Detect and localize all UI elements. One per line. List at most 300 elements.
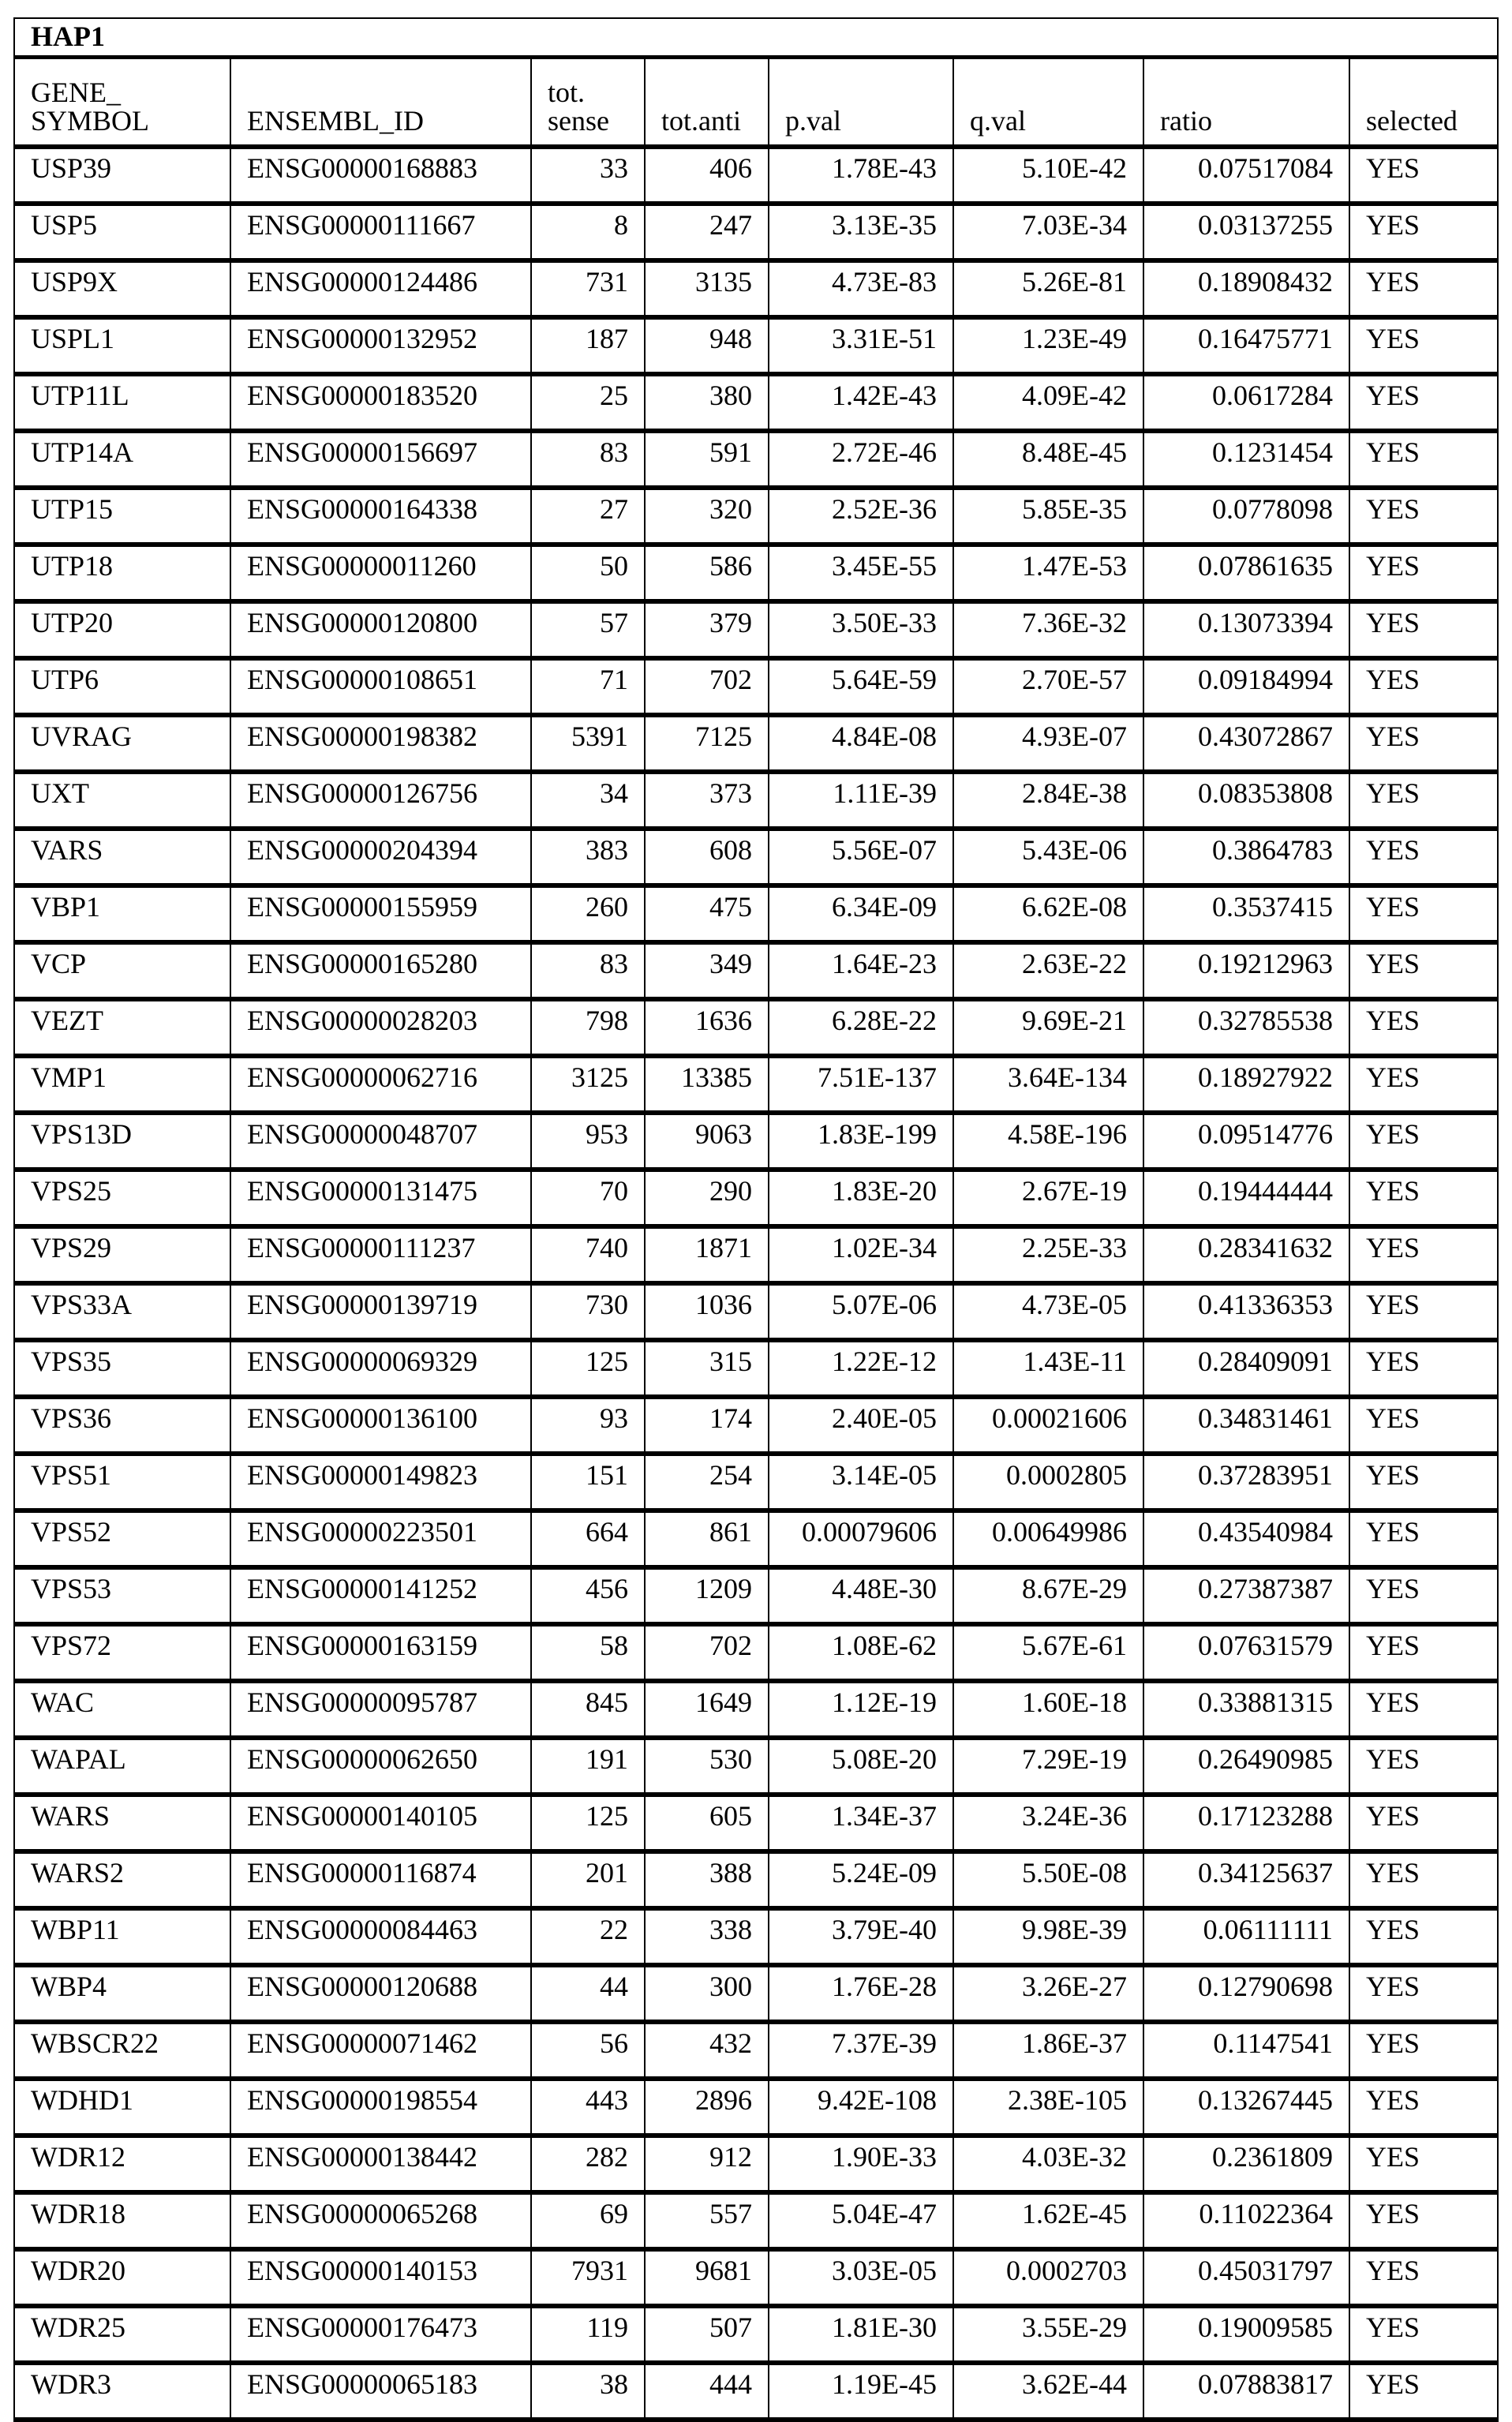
cell-p-val: 1.22E-12 [769,1340,953,1397]
cell-ensembl-id: ENSG00000141252 [230,1567,531,1624]
cell-q-val: 5.26E-81 [953,260,1143,317]
cell-gene-symbol: VPS53 [14,1567,230,1624]
cell-tot-sense: 33 [531,147,645,204]
cell-selected: YES [1349,1567,1498,1624]
cell-tot-sense: 5391 [531,715,645,772]
cell-q-val: 5.43E-06 [953,829,1143,885]
cell-gene-symbol: VBP1 [14,885,230,942]
cell-p-val: 5.08E-20 [769,1738,953,1795]
table-row [14,885,1498,942]
cell-gene-symbol: USP9X [14,260,230,317]
cell-q-val: 9.69E-21 [953,999,1143,1056]
cell-p-val: 7.37E-39 [769,2022,953,2079]
cell-tot-sense: 22 [531,1908,645,1965]
cell-tot-sense: 443 [531,2079,645,2136]
cell-selected: YES [1349,317,1498,374]
cell-gene-symbol: WARS [14,1795,230,1851]
cell-ratio: 0.26490985 [1143,1738,1349,1795]
cell-p-val: 1.81E-30 [769,2306,953,2363]
cell-p-val: 9.42E-108 [769,2079,953,2136]
cell-ratio: 0.28409091 [1143,1340,1349,1397]
cell-gene-symbol: WDR12 [14,2136,230,2192]
table-row [14,999,1498,1056]
cell-tot-anti: 861 [645,1510,769,1567]
cell-q-val: 3.26E-27 [953,1965,1143,2022]
cell-ratio: 0.08353808 [1143,772,1349,829]
cell-gene-symbol: VPS35 [14,1340,230,1397]
cell-ensembl-id: ENSG00000155959 [230,885,531,942]
cell-ratio: 0.45031797 [1143,2249,1349,2306]
cell-selected: YES [1349,1965,1498,2022]
cell-tot-anti: 1636 [645,999,769,1056]
table-row [14,2079,1498,2136]
cell-p-val: 1.90E-33 [769,2136,953,2192]
header-q-val: q.val [953,58,1143,148]
cell-tot-anti: 507 [645,2306,769,2363]
cell-ensembl-id: ENSG00000111667 [230,204,531,260]
cell-gene-symbol: VPS51 [14,1454,230,1510]
cell-selected: YES [1349,2306,1498,2363]
cell-tot-anti: 3135 [645,260,769,317]
cell-tot-anti: 315 [645,1340,769,1397]
header-gene-symbol: GENE_ SYMBOL [14,58,230,148]
cell-ensembl-id: ENSG00000048707 [230,1113,531,1170]
cell-tot-sense: 50 [531,545,645,601]
cell-gene-symbol: USPL1 [14,317,230,374]
cell-tot-sense: 187 [531,317,645,374]
cell-p-val: 1.11E-39 [769,772,953,829]
cell-tot-anti: 591 [645,431,769,488]
cell-p-val: 2.72E-46 [769,431,953,488]
cell-tot-anti: 1209 [645,1567,769,1624]
cell-ratio: 0.07631579 [1143,1624,1349,1681]
cell-tot-anti: 444 [645,2363,769,2420]
cell-tot-anti: 475 [645,885,769,942]
cell-gene-symbol: WDR25 [14,2306,230,2363]
cell-ensembl-id: ENSG00000140105 [230,1795,531,1851]
cell-q-val: 2.84E-38 [953,772,1143,829]
cell-selected: YES [1349,488,1498,545]
table-row [14,1170,1498,1226]
cell-ensembl-id: ENSG00000126756 [230,772,531,829]
cell-selected: YES [1349,715,1498,772]
cell-gene-symbol: VPS52 [14,1510,230,1567]
cell-p-val: 3.50E-33 [769,601,953,658]
cell-ensembl-id: ENSG00000108651 [230,658,531,715]
cell-tot-sense: 282 [531,2136,645,2192]
cell-gene-symbol: WBP11 [14,1908,230,1965]
cell-p-val: 2.52E-36 [769,488,953,545]
cell-tot-anti: 7125 [645,715,769,772]
cell-tot-sense: 740 [531,1226,645,1283]
cell-selected: YES [1349,658,1498,715]
table-title-row [14,18,1498,58]
cell-ensembl-id: ENSG00000062650 [230,1738,531,1795]
header-ensembl-id: ENSEMBL_ID [230,58,531,148]
cell-gene-symbol: WBSCR22 [14,2022,230,2079]
table-row [14,488,1498,545]
cell-ratio: 0.11022364 [1143,2192,1349,2249]
cell-q-val: 3.55E-29 [953,2306,1143,2363]
table-row [14,942,1498,999]
cell-q-val: 8.67E-29 [953,1567,1143,1624]
table-row [14,829,1498,885]
cell-ensembl-id: ENSG00000069329 [230,1340,531,1397]
cell-selected: YES [1349,147,1498,204]
cell-ratio: 0.33881315 [1143,1681,1349,1738]
cell-p-val: 1.64E-23 [769,942,953,999]
cell-ensembl-id: ENSG00000095787 [230,1681,531,1738]
cell-ensembl-id: ENSG00000132952 [230,317,531,374]
cell-tot-anti: 373 [645,772,769,829]
cell-tot-sense: 25 [531,374,645,431]
cell-tot-anti: 13385 [645,1056,769,1113]
cell-ensembl-id: ENSG00000163159 [230,1624,531,1681]
cell-ratio: 0.3864783 [1143,829,1349,885]
cell-ratio: 0.0617284 [1143,374,1349,431]
cell-tot-anti: 702 [645,658,769,715]
cell-selected: YES [1349,1340,1498,1397]
cell-gene-symbol: WAC [14,1681,230,1738]
cell-selected: YES [1349,545,1498,601]
cell-tot-sense: 798 [531,999,645,1056]
cell-q-val: 7.36E-32 [953,601,1143,658]
table-row [14,1283,1498,1340]
table-row [14,1056,1498,1113]
cell-gene-symbol: VMP1 [14,1056,230,1113]
cell-p-val: 4.48E-30 [769,1567,953,1624]
cell-gene-symbol: VPS25 [14,1170,230,1226]
cell-q-val: 2.70E-57 [953,658,1143,715]
table-row [14,1454,1498,1510]
cell-gene-symbol: UTP15 [14,488,230,545]
cell-selected: YES [1349,2363,1498,2420]
cell-selected: YES [1349,374,1498,431]
cell-ensembl-id: ENSG00000168883 [230,147,531,204]
cell-gene-symbol: WAPAL [14,1738,230,1795]
table-row [14,431,1498,488]
cell-ratio: 0.43540984 [1143,1510,1349,1567]
cell-tot-sense: 7931 [531,2249,645,2306]
table-row [14,2136,1498,2192]
cell-tot-sense: 151 [531,1454,645,1510]
table-title: HAP1 [14,18,1498,58]
cell-ensembl-id: ENSG00000111237 [230,1226,531,1283]
header-tot-sense: tot. sense [531,58,645,148]
cell-p-val: 5.24E-09 [769,1851,953,1908]
cell-p-val: 3.31E-51 [769,317,953,374]
cell-ratio: 0.07883817 [1143,2363,1349,2420]
cell-selected: YES [1349,999,1498,1056]
cell-gene-symbol: UTP14A [14,431,230,488]
cell-p-val: 1.34E-37 [769,1795,953,1851]
cell-tot-anti: 702 [645,1624,769,1681]
cell-q-val: 1.43E-11 [953,1340,1143,1397]
cell-tot-anti: 406 [645,147,769,204]
table-row [14,1624,1498,1681]
cell-q-val: 0.0002805 [953,1454,1143,1510]
cell-gene-symbol: UXT [14,772,230,829]
table-row [14,1226,1498,1283]
cell-selected: YES [1349,1510,1498,1567]
cell-tot-sense: 38 [531,2363,645,2420]
table-row [14,1397,1498,1454]
table-row [14,2363,1498,2420]
cell-tot-anti: 290 [645,1170,769,1226]
cell-tot-sense: 730 [531,1283,645,1340]
table-row [14,772,1498,829]
cell-q-val: 2.67E-19 [953,1170,1143,1226]
cell-p-val: 4.73E-83 [769,260,953,317]
cell-ratio: 0.2361809 [1143,2136,1349,2192]
cell-ratio: 0.28341632 [1143,1226,1349,1283]
cell-tot-sense: 125 [531,1795,645,1851]
cell-ratio: 0.16475771 [1143,317,1349,374]
cell-tot-anti: 948 [645,317,769,374]
cell-p-val: 6.34E-09 [769,885,953,942]
cell-ratio: 0.07517084 [1143,147,1349,204]
cell-tot-anti: 605 [645,1795,769,1851]
cell-selected: YES [1349,1624,1498,1681]
table-row [14,1340,1498,1397]
cell-gene-symbol: VEZT [14,999,230,1056]
cell-q-val: 5.85E-35 [953,488,1143,545]
cell-tot-anti: 388 [645,1851,769,1908]
cell-p-val: 1.08E-62 [769,1624,953,1681]
cell-selected: YES [1349,1397,1498,1454]
cell-ratio: 0.19444444 [1143,1170,1349,1226]
cell-selected: YES [1349,1113,1498,1170]
cell-tot-anti: 1036 [645,1283,769,1340]
cell-tot-sense: 260 [531,885,645,942]
header-selected: selected [1349,58,1498,148]
cell-ensembl-id: ENSG00000223501 [230,1510,531,1567]
cell-ratio: 0.07861635 [1143,545,1349,601]
cell-selected: YES [1349,1681,1498,1738]
cell-q-val: 3.64E-134 [953,1056,1143,1113]
cell-gene-symbol: WDHD1 [14,2079,230,2136]
cell-p-val: 1.78E-43 [769,147,953,204]
cell-tot-anti: 338 [645,1908,769,1965]
cell-selected: YES [1349,204,1498,260]
cell-tot-anti: 380 [645,374,769,431]
table-row [14,1567,1498,1624]
cell-ratio: 0.19212963 [1143,942,1349,999]
cell-ratio: 0.18927922 [1143,1056,1349,1113]
cell-p-val: 5.07E-06 [769,1283,953,1340]
cell-q-val: 4.93E-07 [953,715,1143,772]
cell-gene-symbol: VPS72 [14,1624,230,1681]
cell-gene-symbol: UTP11L [14,374,230,431]
cell-selected: YES [1349,1226,1498,1283]
cell-q-val: 9.98E-39 [953,1908,1143,1965]
cell-tot-sense: 191 [531,1738,645,1795]
cell-ensembl-id: ENSG00000165280 [230,942,531,999]
cell-tot-anti: 9681 [645,2249,769,2306]
cell-p-val: 1.19E-45 [769,2363,953,2420]
table-row [14,2249,1498,2306]
table-row [14,1510,1498,1567]
cell-ensembl-id: ENSG00000176473 [230,2306,531,2363]
cell-q-val: 8.48E-45 [953,431,1143,488]
table-row [14,715,1498,772]
cell-ensembl-id: ENSG00000065268 [230,2192,531,2249]
cell-p-val: 1.42E-43 [769,374,953,431]
cell-gene-symbol: USP39 [14,147,230,204]
cell-tot-sense: 83 [531,942,645,999]
table-row [14,204,1498,260]
cell-q-val: 3.62E-44 [953,2363,1143,2420]
cell-tot-anti: 300 [645,1965,769,2022]
cell-p-val: 1.12E-19 [769,1681,953,1738]
cell-p-val: 1.83E-199 [769,1113,953,1170]
table-row [14,1113,1498,1170]
cell-selected: YES [1349,1851,1498,1908]
cell-tot-anti: 247 [645,204,769,260]
cell-tot-sense: 201 [531,1851,645,1908]
cell-tot-sense: 664 [531,1510,645,1567]
cell-q-val: 4.58E-196 [953,1113,1143,1170]
cell-tot-anti: 174 [645,1397,769,1454]
cell-tot-sense: 57 [531,601,645,658]
cell-ensembl-id: ENSG00000138442 [230,2136,531,2192]
cell-p-val: 5.04E-47 [769,2192,953,2249]
table-row [14,1681,1498,1738]
cell-tot-anti: 2896 [645,2079,769,2136]
table-row [14,1851,1498,1908]
cell-ratio: 0.0778098 [1143,488,1349,545]
cell-selected: YES [1349,1056,1498,1113]
cell-ratio: 0.09514776 [1143,1113,1349,1170]
cell-ratio: 0.13267445 [1143,2079,1349,2136]
cell-gene-symbol: UVRAG [14,715,230,772]
cell-gene-symbol: UTP6 [14,658,230,715]
cell-q-val: 5.67E-61 [953,1624,1143,1681]
cell-q-val: 4.73E-05 [953,1283,1143,1340]
cell-p-val: 1.76E-28 [769,1965,953,2022]
cell-p-val: 3.14E-05 [769,1454,953,1510]
cell-ensembl-id: ENSG00000149823 [230,1454,531,1510]
cell-tot-sense: 953 [531,1113,645,1170]
cell-q-val: 1.86E-37 [953,2022,1143,2079]
cell-q-val: 2.38E-105 [953,2079,1143,2136]
table-row [14,658,1498,715]
cell-ratio: 0.1147541 [1143,2022,1349,2079]
cell-ratio: 0.18908432 [1143,260,1349,317]
cell-selected: YES [1349,2079,1498,2136]
cell-ratio: 0.43072867 [1143,715,1349,772]
cell-selected: YES [1349,1170,1498,1226]
cell-ensembl-id: ENSG00000198382 [230,715,531,772]
cell-q-val: 4.03E-32 [953,2136,1143,2192]
cell-ensembl-id: ENSG00000183520 [230,374,531,431]
cell-p-val: 3.45E-55 [769,545,953,601]
cell-gene-symbol: WDR20 [14,2249,230,2306]
cell-tot-sense: 34 [531,772,645,829]
cell-q-val: 2.25E-33 [953,1226,1143,1283]
cell-q-val: 1.23E-49 [953,317,1143,374]
cell-q-val: 0.0002703 [953,2249,1143,2306]
header-tot-anti: tot.anti [645,58,769,148]
cell-q-val: 1.60E-18 [953,1681,1143,1738]
cell-ratio: 0.34125637 [1143,1851,1349,1908]
cell-ratio: 0.17123288 [1143,1795,1349,1851]
cell-q-val: 2.63E-22 [953,942,1143,999]
cell-ratio: 0.3537415 [1143,885,1349,942]
cell-ratio: 0.34831461 [1143,1397,1349,1454]
cell-ensembl-id: ENSG00000120688 [230,1965,531,2022]
cell-ensembl-id: ENSG00000139719 [230,1283,531,1340]
cell-tot-sense: 27 [531,488,645,545]
cell-selected: YES [1349,2022,1498,2079]
cell-ratio: 0.13073394 [1143,601,1349,658]
cell-ensembl-id: ENSG00000124486 [230,260,531,317]
header-ratio: ratio [1143,58,1349,148]
cell-q-val: 1.62E-45 [953,2192,1143,2249]
cell-p-val: 1.02E-34 [769,1226,953,1283]
cell-ratio: 0.41336353 [1143,1283,1349,1340]
table-row [14,260,1498,317]
cell-tot-anti: 349 [645,942,769,999]
cell-selected: YES [1349,1454,1498,1510]
cell-tot-sense: 456 [531,1567,645,1624]
table-row [14,2192,1498,2249]
cell-p-val: 2.40E-05 [769,1397,953,1454]
cell-ratio: 0.12790698 [1143,1965,1349,2022]
cell-tot-sense: 69 [531,2192,645,2249]
cell-q-val: 3.24E-36 [953,1795,1143,1851]
cell-tot-sense: 70 [531,1170,645,1226]
cell-ensembl-id: ENSG00000131475 [230,1170,531,1226]
cell-gene-symbol: VPS36 [14,1397,230,1454]
cell-ratio: 0.27387387 [1143,1567,1349,1624]
cell-tot-sense: 845 [531,1681,645,1738]
cell-selected: YES [1349,1283,1498,1340]
table-row [14,1908,1498,1965]
cell-p-val: 3.79E-40 [769,1908,953,1965]
cell-ensembl-id: ENSG00000065183 [230,2363,531,2420]
cell-p-val: 0.00079606 [769,1510,953,1567]
cell-ensembl-id: ENSG00000071462 [230,2022,531,2079]
table-row [14,1738,1498,1795]
cell-ensembl-id: ENSG00000120800 [230,601,531,658]
cell-q-val: 7.03E-34 [953,204,1143,260]
cell-tot-anti: 320 [645,488,769,545]
cell-selected: YES [1349,260,1498,317]
cell-tot-anti: 1649 [645,1681,769,1738]
cell-ratio: 0.09184994 [1143,658,1349,715]
cell-tot-sense: 8 [531,204,645,260]
table-row [14,601,1498,658]
table-row [14,317,1498,374]
cell-tot-sense: 58 [531,1624,645,1681]
cell-ratio: 0.19009585 [1143,2306,1349,2363]
table-header-row [14,58,1498,148]
cell-p-val: 1.83E-20 [769,1170,953,1226]
cell-ensembl-id: ENSG00000136100 [230,1397,531,1454]
cell-gene-symbol: VPS33A [14,1283,230,1340]
cell-ensembl-id: ENSG00000198554 [230,2079,531,2136]
cell-gene-symbol: WARS2 [14,1851,230,1908]
cell-gene-symbol: VCP [14,942,230,999]
cell-p-val: 3.13E-35 [769,204,953,260]
cell-ensembl-id: ENSG00000084463 [230,1908,531,1965]
header-p-val: p.val [769,58,953,148]
cell-selected: YES [1349,1738,1498,1795]
table-row [14,2306,1498,2363]
cell-q-val: 5.50E-08 [953,1851,1143,1908]
cell-p-val: 4.84E-08 [769,715,953,772]
